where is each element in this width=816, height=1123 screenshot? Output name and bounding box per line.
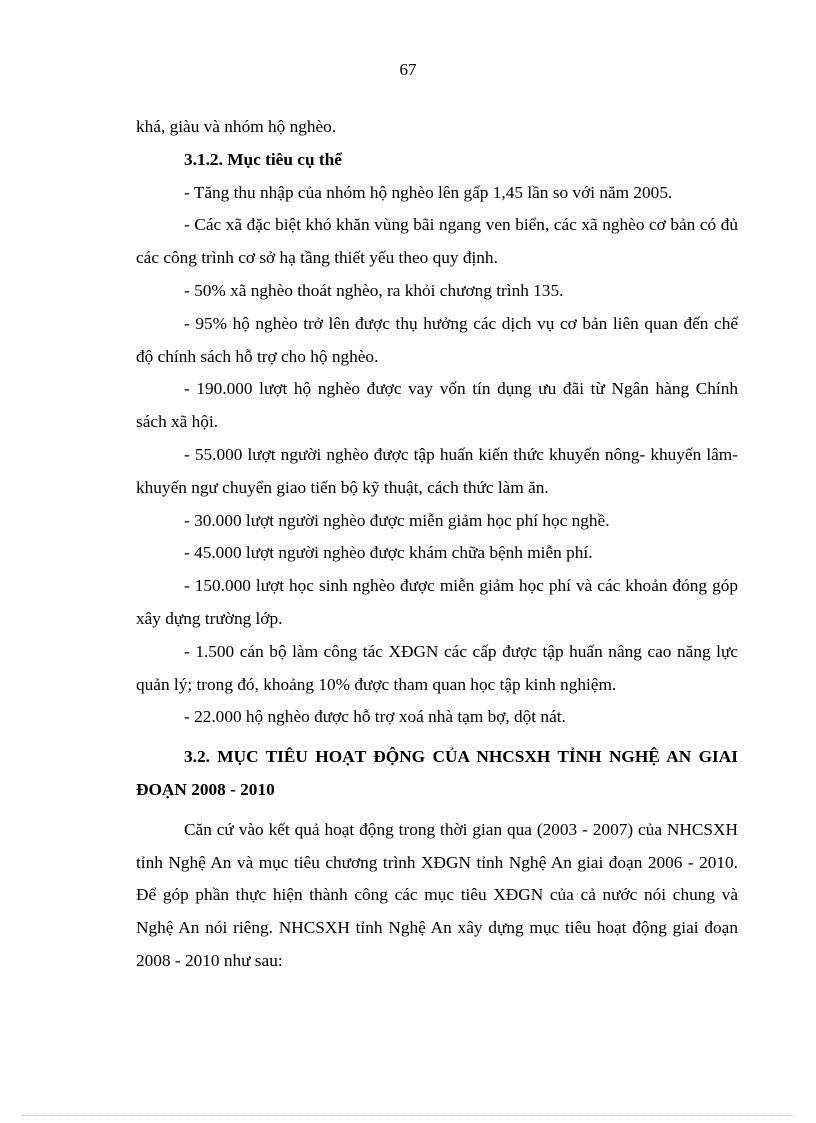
page-content (136, 111, 738, 978)
target-item: - Các xã đặc biệt khó khăn vùng bãi ngang ven biển, các xã nghèo cơ bản có đủ các công trình cơ sở hạ tầng thiết yếu theo quy định. (136, 215, 738, 268)
target-item: - 190.000 lượt hộ nghèo được vay vốn tín dụng ưu đãi từ Ngân hàng Chính sách xã hội. (136, 379, 738, 432)
body-paragraph: Căn cứ vào kết quả hoạt động trong thời gian qua (2003 - 2007) của NHCSXH tỉnh Nghệ An và mục tiêu chương trình XĐGN tỉnh Nghệ An giai đoạn 2006 - 2010. Để góp phần thực hiện thành công các mục tiêu XĐGN của cả nước nói chung và Nghệ An nói riêng. NHCSXH tỉnh Nghệ An xây dựng mục tiêu hoạt động giai đoạn 2008 - 2010 như sau: (136, 819, 738, 970)
page-bottom-border (22, 1115, 794, 1116)
section-heading-3-2: 3.2. MỤC TIÊU HOẠT ĐỘNG CỦA NHCSXH TỈNH NGHỆ AN GIAI ĐOẠN 2008 - 2010 (136, 747, 738, 799)
target-item: - 50% xã nghèo thoát nghèo, ra khỏi chương trình 135. (184, 280, 564, 300)
section-heading-3-1-2: 3.1.2. Mục tiêu cụ thể (184, 149, 342, 169)
target-item: - 150.000 lượt học sinh nghèo được miễn giảm học phí và các khoản đóng góp xây dựng trường lớp. (136, 576, 738, 628)
target-item: - 55.000 lượt người nghèo được tập huấn kiến thức khuyến nông- khuyến lâm- khuyến ngư chuyển giao tiến bộ kỹ thuật, cách thức làm ăn. (136, 444, 738, 497)
target-item: - 30.000 lượt người nghèo được miễn giảm học phí học nghề. (184, 510, 610, 530)
page-number: 67 (399, 60, 417, 79)
target-item: - Tăng thu nhập của nhóm hộ nghèo lên gấp 1,45 lần so với năm 2005. (184, 182, 673, 202)
target-item: - 22.000 hộ nghèo được hỗ trợ xoá nhà tạm bợ, dột nát. (184, 707, 566, 727)
target-item: - 95% hộ nghèo trở lên được thụ hưởng các dịch vụ cơ bản liên quan đến chế độ chính sách hỗ trợ cho hộ nghèo. (136, 313, 738, 366)
target-item: - 1.500 cán bộ làm công tác XĐGN các cấp được tập huấn nâng cao năng lực quản lý; trong đó, khoảng 10% được tham quan học tập kinh nghiệm. (136, 641, 738, 694)
continued-paragraph: khá, giàu và nhóm hộ nghèo. (136, 117, 337, 136)
target-item: - 45.000 lượt người nghèo được khám chữa bệnh miễn phí. (184, 543, 593, 563)
